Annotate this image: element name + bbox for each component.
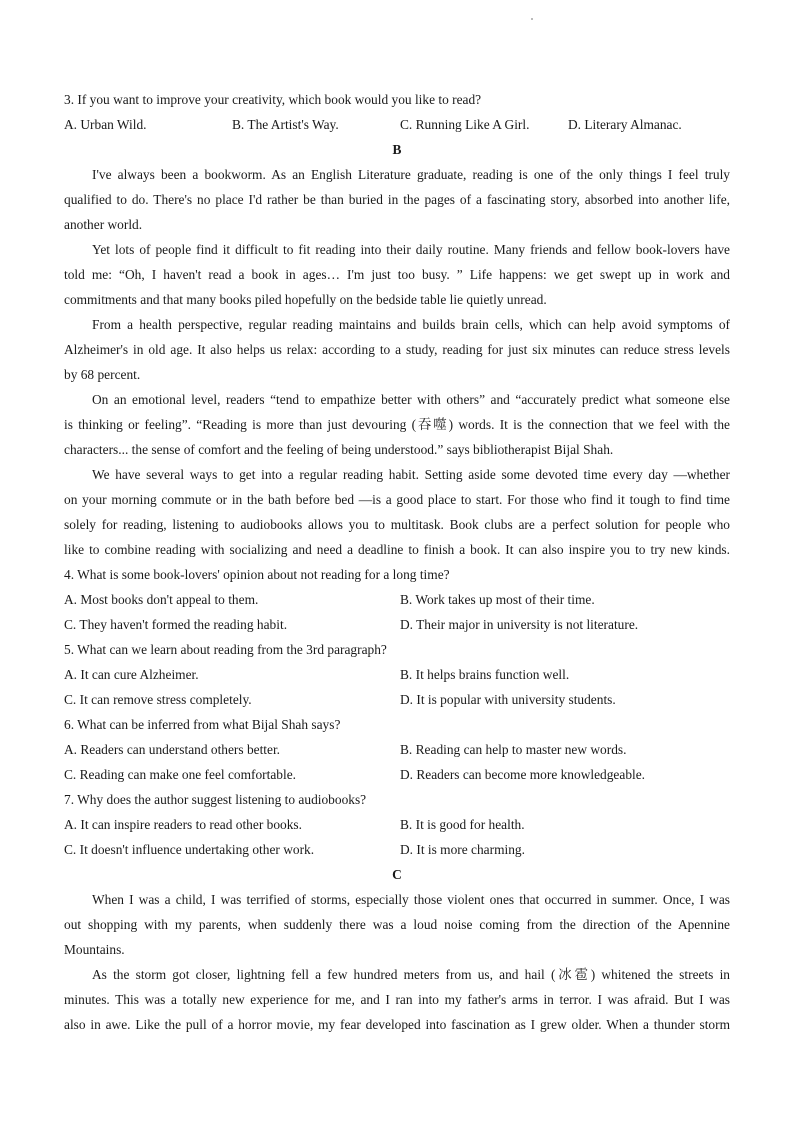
passage-line: Mountains. — [64, 942, 125, 957]
passage-line: told me: “Oh, I haven't read a book in ages… I'm just too busy. ” Life happens: we get swept up in work and — [64, 267, 730, 282]
passage-line: minutes. This was a totally new experience for me, and I ran into my father's arms in terror. I was afraid. But I was — [64, 992, 730, 1007]
passage-line: commitments and that many books piled hopefully on the bedside table lie quietly unread. — [64, 292, 547, 307]
passage-line: On an emotional level, readers “tend to empathize better with others” and “accurately predict what someone else — [92, 392, 730, 407]
passage-line: out shopping with my parents, when suddenly there was a loud noise coming from the direction of the Apennine — [64, 917, 730, 932]
q5-option-c: C. It can remove stress completely. — [64, 692, 252, 707]
passage-line: qualified to do. There's no place I'd rather be than buried in the pages of a fascinating story, absorbed into another life, — [64, 192, 730, 207]
q4-option-c: C. They haven't formed the reading habit. — [64, 617, 288, 632]
q6-option-c: C. Reading can make one feel comfortable. — [64, 767, 297, 782]
q3-option-b: B. The Artist's Way. — [232, 117, 339, 132]
q7-option-a: A. It can inspire readers to read other books. — [64, 817, 302, 832]
passage-line: solely for reading, listening to audiobooks allows you to multitask. Book clubs are a perfect solution for people who — [64, 517, 730, 532]
q7-stem: 7. Why does the author suggest listening to audiobooks? — [64, 792, 367, 807]
scan-speck — [531, 18, 533, 20]
q5-option-d: D. It is popular with university students. — [400, 692, 616, 707]
passage-line: Alzheimer's in old age. It also helps us relax: according to a study, reading for just six minutes can reduce stress levels — [64, 342, 730, 357]
section-b-heading: B — [392, 142, 402, 157]
passage-line: is thinking or feeling”. “Reading is more than just devouring (吞噬) words. It is the connection that we feel with the — [64, 417, 730, 432]
q6-option-d: D. Readers can become more knowledgeable. — [400, 767, 646, 782]
passage-line: We have several ways to get into a regular reading habit. Setting aside some devoted time every day —whether — [92, 467, 730, 482]
q4-stem: 4. What is some book-lovers' opinion about not reading for a long time? — [64, 567, 450, 582]
q4-option-d: D. Their major in university is not literature. — [400, 617, 639, 632]
passage-line: From a health perspective, regular reading maintains and builds brain cells, which can help avoid symptoms of — [92, 317, 730, 332]
q3-option-d: D. Literary Almanac. — [568, 117, 682, 132]
q5-stem: 5. What can we learn about reading from the 3rd paragraph? — [64, 642, 387, 657]
passage-line: As the storm got closer, lightning fell a few hundred meters from us, and hail (冰雹) whitened the streets in — [92, 967, 730, 982]
q7-option-c: C. It doesn't influence undertaking other work. — [64, 842, 315, 857]
passage-line: also in awe. Like the pull of a horror movie, my fear developed into fascination as I grew older. When a thunder storm — [64, 1017, 730, 1032]
passage-line: Yet lots of people find it difficult to fit reading into their daily routine. Many friends and fellow book-lovers have — [92, 242, 730, 257]
passage-line: characters... the sense of comfort and the feeling of being understood.” says bibliotherapist Bijal Shah. — [64, 442, 614, 457]
q5-option-b: B. It helps brains function well. — [400, 667, 570, 682]
q3-option-a: A. Urban Wild. — [64, 117, 147, 132]
q4-option-b: B. Work takes up most of their time. — [400, 592, 595, 607]
passage-line: another world. — [64, 217, 143, 232]
q5-option-a: A. It can cure Alzheimer. — [64, 667, 199, 682]
q3-stem: 3. If you want to improve your creativity, which book would you like to read? — [64, 92, 482, 107]
passage-line: by 68 percent. — [64, 367, 141, 382]
passage-line: on your morning commute or in the bath before bed —is a good place to start. For those who find it tough to find time — [64, 492, 730, 507]
q4-option-a: A. Most books don't appeal to them. — [64, 592, 259, 607]
q6-option-a: A. Readers can understand others better. — [64, 742, 281, 757]
passage-line: When I was a child, I was terrified of storms, especially those violent ones that occurred in summer. Once, I was — [92, 892, 730, 907]
passage-line: like to combine reading with socializing and need a deadline to finish a book. It can also inspire you to try new kinds. — [64, 542, 730, 557]
passage-line: I've always been a bookworm. As an English Literature graduate, reading is one of the only things I feel truly — [92, 167, 730, 182]
section-c-heading: C — [392, 867, 402, 882]
q6-option-b: B. Reading can help to master new words. — [400, 742, 627, 757]
q7-option-d: D. It is more charming. — [400, 842, 525, 857]
q7-option-b: B. It is good for health. — [400, 817, 525, 832]
q6-stem: 6. What can be inferred from what Bijal Shah says? — [64, 717, 341, 732]
q3-option-c: C. Running Like A Girl. — [400, 117, 530, 132]
